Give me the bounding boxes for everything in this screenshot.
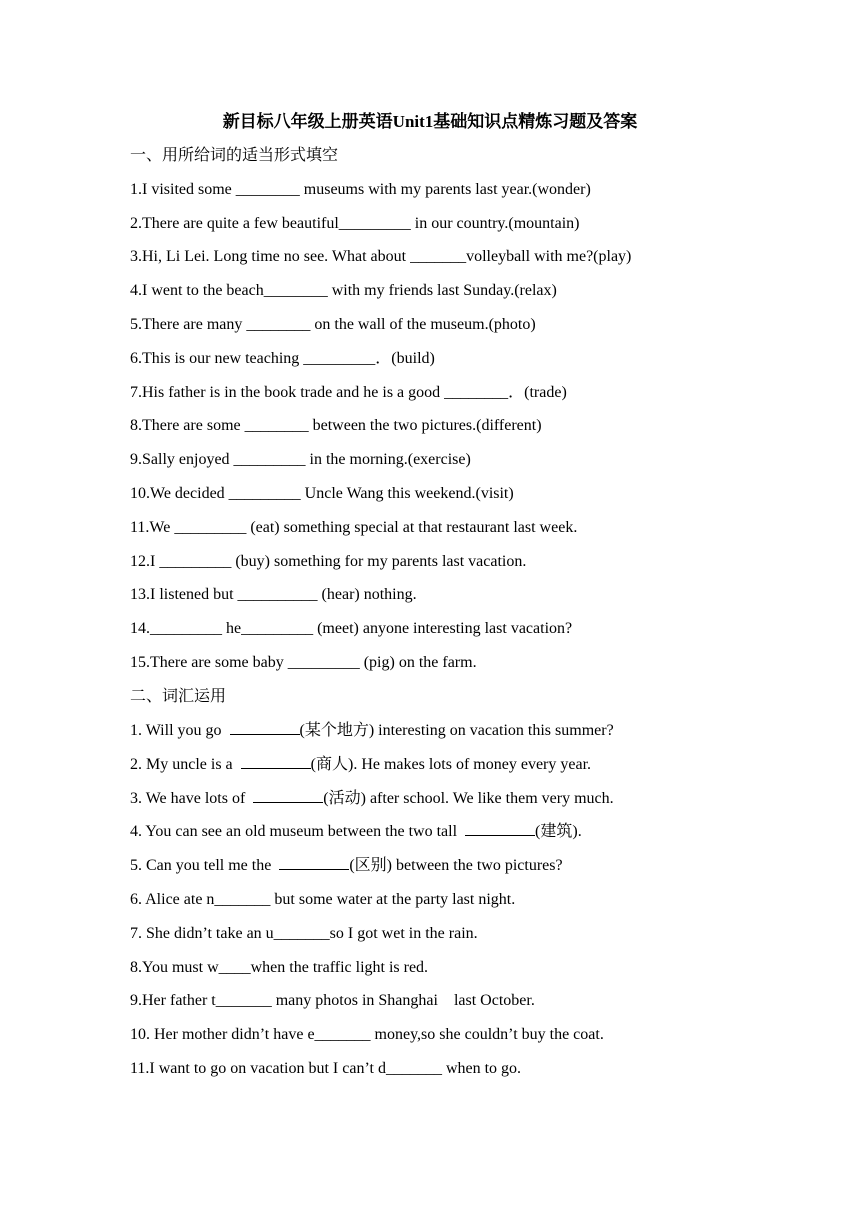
vocab-item	[130, 754, 591, 776]
vocab-item	[130, 855, 563, 877]
document-title: 新目标八年级上册英语Unit1基础知识点精炼习题及答案	[222, 112, 638, 131]
vocab-item: 10. Her mother didn’t have e_______ money,so she couldn’t buy the coat.	[130, 1026, 604, 1043]
exercise-item: 10.We decided _________ Uncle Wang this weekend.(visit)	[130, 485, 514, 502]
exercise-item: 7.His father is in the book trade and he is a good ________．(trade)	[130, 384, 567, 401]
exercise-item: 1.I visited some ________ museums with my parents last year.(wonder)	[130, 181, 591, 198]
vocab-item	[130, 821, 582, 843]
vocab-item-start: 3. We have lots of	[130, 790, 246, 807]
exercise-item: 8.There are some ________ between the two pictures.(different)	[130, 417, 542, 434]
vocab-item-start: 2. My uncle is a	[130, 756, 233, 773]
vocab-item: 6. Alice ate n_______ but some water at the party last night.	[130, 891, 516, 908]
vocab-item-end: (活动) after school. We like them very much.	[323, 790, 614, 807]
vocab-item	[130, 788, 614, 810]
exercise-item: 6.This is our new teaching _________．(build)	[130, 350, 435, 367]
exercise-item: 4.I went to the beach________ with my friends last Sunday.(relax)	[130, 282, 557, 299]
exercise-item: 12.I _________ (buy) something for my parents last vacation.	[130, 553, 527, 570]
vocab-item-start: 1. Will you go	[130, 722, 222, 739]
exercise-item: 11.We _________ (eat) something special at that restaurant last week.	[130, 519, 578, 536]
exercise-item: 14._________ he_________ (meet) anyone interesting last vacation?	[130, 620, 573, 637]
exercise-item: 13.I listened but __________ (hear) nothing.	[130, 586, 417, 603]
exercise-item: 15.There are some baby _________ (pig) on the farm.	[130, 654, 477, 671]
section-heading-1: 一、用所给词的适当形式填空	[130, 147, 339, 164]
vocab-item-end: (区别) between the two pictures?	[349, 857, 563, 874]
answer-blank	[230, 720, 300, 735]
vocab-item: 8.You must w____when the traffic light is red.	[130, 959, 429, 976]
section-heading-2: 二、词汇运用	[130, 688, 227, 705]
answer-blank	[465, 821, 535, 836]
vocab-item	[130, 720, 614, 742]
exercise-item: 9.Sally enjoyed _________ in the morning.(exercise)	[130, 451, 471, 468]
vocab-item-end: (商人). He makes lots of money every year.	[310, 756, 592, 773]
vocab-item: 9.Her father t_______ many photos in Shanghai last October.	[130, 992, 535, 1009]
exercise-item: 3.Hi, Li Lei. Long time no see. What about _______volleyball with me?(play)	[130, 248, 632, 265]
vocab-item: 7. She didn’t take an u_______so I got wet in the rain.	[130, 925, 478, 942]
vocab-item-start: 4. You can see an old museum between the two tall	[130, 823, 458, 840]
answer-blank	[253, 788, 323, 803]
vocab-item-start: 5. Can you tell me the	[130, 857, 272, 874]
vocab-item-end: (建筑).	[535, 823, 582, 840]
answer-blank	[279, 855, 349, 870]
exercise-item: 2.There are quite a few beautiful_________ in our country.(mountain)	[130, 215, 580, 232]
vocab-item-end: (某个地方) interesting on vacation this summer?	[299, 722, 614, 739]
answer-blank	[241, 754, 311, 769]
vocab-item: 11.I want to go on vacation but I can’t d_______ when to go.	[130, 1060, 522, 1077]
exercise-item: 5.There are many ________ on the wall of the museum.(photo)	[130, 316, 536, 333]
